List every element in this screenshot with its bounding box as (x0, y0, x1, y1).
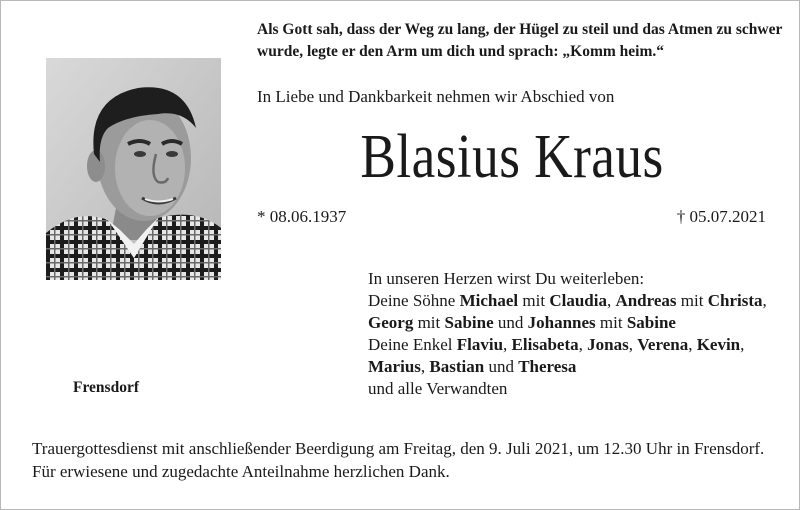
connector: und (493, 313, 528, 332)
deceased-name: Blasius Kraus (360, 123, 664, 191)
separator: , (762, 291, 767, 310)
grandchild-name: Flaviu (456, 335, 504, 354)
grandchild-name: Kevin (696, 335, 741, 354)
grandchild-name: Bastian (429, 357, 485, 376)
separator: , (628, 335, 638, 354)
spouse-name: Sabine (444, 313, 494, 332)
connector: mit (595, 313, 627, 332)
connector: mit (676, 291, 708, 310)
connector: mit (413, 313, 445, 332)
family-relatives: und alle Verwandten (368, 379, 508, 398)
separator: , (688, 335, 697, 354)
son-name: Michael (459, 291, 519, 310)
grand-prefix: Deine Enkel (368, 335, 457, 354)
grandchild-name: Verena (637, 335, 689, 354)
spouse-name: Christa (707, 291, 763, 310)
footer-text (32, 437, 792, 483)
thanks-note: Für erwiesene und zugedachte Anteilnahme herzlichen Dank. (32, 462, 450, 481)
grandchild-name: Elisabeta (511, 335, 579, 354)
connector: und (484, 357, 519, 376)
family-line-grandchildren-2 (368, 356, 788, 378)
spouse-name: Claudia (549, 291, 607, 310)
separator: , (420, 357, 430, 376)
son-name: Georg (368, 313, 414, 332)
separator: , (606, 291, 616, 310)
quote-line: wurde, legte er den Arm um dich und sprach: „Komm heim.“ (257, 43, 665, 60)
hometown: Frensdorf (72, 379, 139, 396)
family-lead: In unseren Herzen wirst Du weiterleben: (368, 269, 645, 288)
connector: mit (518, 291, 550, 310)
grandchild-name: Theresa (518, 357, 577, 376)
birth-date: * 08.06.1937 (257, 207, 347, 226)
death-date: † 05.07.2021 (676, 207, 766, 226)
family-line-sons (368, 290, 788, 312)
family-list (368, 268, 788, 400)
family-line-grandchildren (368, 334, 788, 356)
quote (257, 19, 787, 63)
son-name: Andreas (615, 291, 677, 310)
spouse-name: Sabine (626, 313, 676, 332)
family-line-sons-2 (368, 312, 788, 334)
portrait-photo (46, 58, 221, 280)
sons-prefix: Deine Söhne (368, 291, 460, 310)
separator: , (578, 335, 588, 354)
grandchild-name: Jonas (587, 335, 629, 354)
separator: , (740, 335, 745, 354)
quote-line: Als Gott sah, dass der Weg zu lang, der Hügel zu steil und das Atmen zu schwer (257, 21, 783, 38)
son-name: Johannes (527, 313, 596, 332)
grandchild-name: Marius (368, 357, 421, 376)
portrait-image (46, 58, 221, 280)
service-info: Trauergottesdienst mit anschließender Beerdigung am Freitag, den 9. Juli 2021, um 12.30 Uhr in Frensdorf. (32, 439, 765, 458)
intro-text: In Liebe und Dankbarkeit nehmen wir Abschied von (257, 87, 615, 106)
separator: , (503, 335, 512, 354)
